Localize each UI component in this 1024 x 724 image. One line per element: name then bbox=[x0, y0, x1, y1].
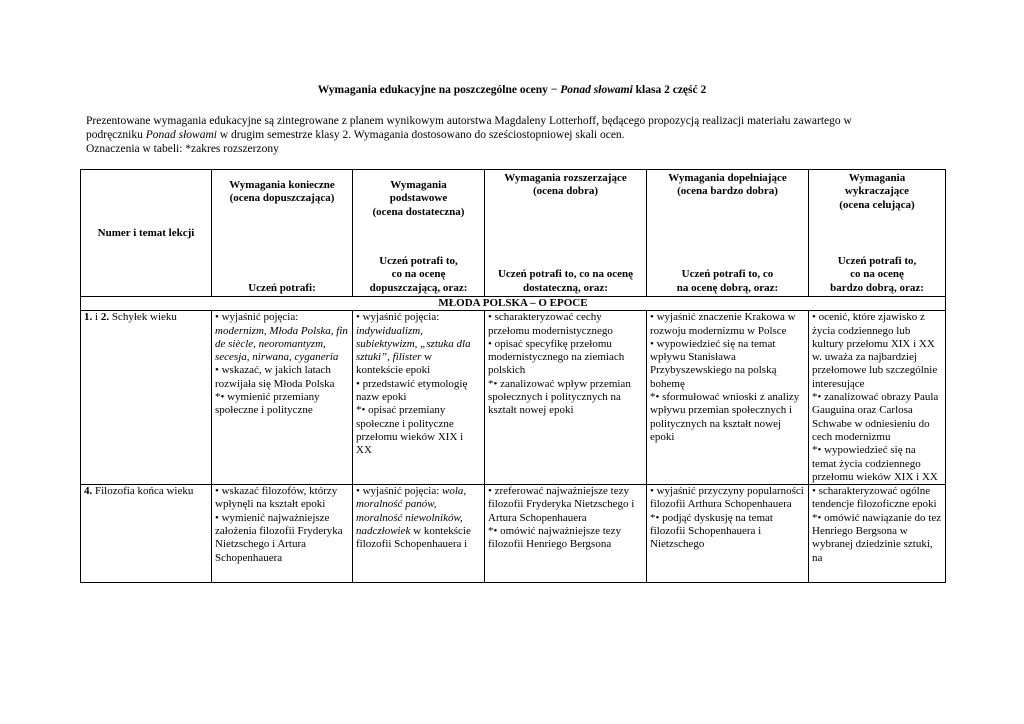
table-row bbox=[81, 311, 946, 485]
dopelniajace-cell: • wyjaśnić znaczenie Krakowa w rozwoju modernizmu w Polsce • wypowiedzieć się na temat wpływu Stanisława Przybyszewskiego na polską bohemę *• sformułować wnioski z analizy wpływu przemian społecznych i politycznych na kształt nowej epoki bbox=[647, 311, 809, 485]
podstawowe-cell: • wyjaśnić pojęcia: wola, moralność panów, moralność niewolników, nadczłowiek w kontekście filozofii Schopenhauera i bbox=[353, 485, 485, 583]
intro-line-1: Prezentowane wymagania edukacyjne są zintegrowane z planem wynikowym autorstwa Magdaleny Lotterhoff, będącego propozycją realizacji materiału zawartego w bbox=[86, 115, 852, 127]
lesson-cell: 1. i 2. Schyłek wieku bbox=[81, 311, 212, 485]
dopelniajace-cell: • wyjaśnić przyczyny popularności filozofii Arthura Schopenhauera *• podjąć dyskusję na temat filozofii Schopenhauera i Nietzschego bbox=[647, 485, 809, 583]
intro-paragraph bbox=[86, 114, 946, 156]
header-rozszerzajace bbox=[485, 170, 647, 297]
header-rozszerzajace-desc: Uczeń potrafi to, co na ocenę dostateczną, oraz: bbox=[497, 268, 634, 294]
header-lesson-label: Numer i temat lekcji bbox=[97, 226, 195, 239]
rozszerzajace-cell: • zreferować najważniejsze tezy filozofii Fryderyka Nietzschego i Artura Schopenhauera *• omówić najważniejsze tezy filozofii Henriego Bergsona bbox=[485, 485, 647, 583]
header-podstawowe-title: Wymagania podstawowe (ocena dostateczna) bbox=[372, 179, 465, 218]
legend-line: Oznaczenia w tabeli: *zakres rozszerzony bbox=[86, 143, 279, 155]
header-wykraczajace bbox=[809, 170, 946, 297]
konieczne-cell: • wyjaśnić pojęcia: modernizm, Młoda Polska, fin de siècle, neoromantyzm, secesja, nirwana, cyganeria • wskazać, w jakich latach rozwijała się Młoda Polska *• wymienić przemiany społeczne i polityczne bbox=[212, 311, 353, 485]
section-row bbox=[81, 297, 946, 311]
requirements-table bbox=[80, 169, 946, 583]
header-dopelniajace-title: Wymagania dopełniające (ocena bardzo dobra) bbox=[668, 172, 787, 198]
header-konieczne-desc: Uczeń potrafi: bbox=[248, 281, 316, 294]
document-title: Wymagania edukacyjne na poszczególne oceny − Ponad słowami klasa 2 część 2 bbox=[317, 84, 707, 96]
header-rozszerzajace-title: Wymagania rozszerzające (ocena dobra) bbox=[504, 172, 627, 198]
wykraczajace-cell: • scharakteryzować ogólne tendencje filozoficzne epoki *• omówić nawiązanie do tez Henriego Bergsona w wybranej dziedzinie sztuki, na bbox=[809, 485, 946, 583]
header-wykraczajace-desc: Uczeń potrafi to, co na ocenę bardzo dobrą, oraz: bbox=[830, 255, 924, 294]
intro-line-2: podręczniku Ponad słowami w drugim semestrze klasy 2. Wymagania dostosowano do sześciostopniowej skali ocen. bbox=[86, 129, 625, 141]
header-konieczne bbox=[212, 170, 353, 297]
header-podstawowe bbox=[353, 170, 485, 297]
rozszerzajace-cell: • scharakteryzować cechy przełomu modernistycznego • opisać specyfikę przełomu modernistycznego na ziemiach polskich *• zanalizować wpływ przemian społecznych i politycznych na kształt nowej epoki bbox=[485, 311, 647, 485]
konieczne-cell: • wskazać filozofów, którzy wpłynęli na kształt epoki • wymienić najważniejsze założenia filozofii Fryderyka Nietzschego i Artura Schopenhauera bbox=[212, 485, 353, 583]
header-konieczne-title: Wymagania konieczne (ocena dopuszczająca) bbox=[229, 179, 335, 205]
podstawowe-cell: • wyjaśnić pojęcia: indywidualizm, subiektywizm, „sztuka dla sztuki”, filister w kontekście epoki • przedstawić etymologię nazw epoki *• opisać przemiany społeczne i polityczne przełomu wieków XIX i XX bbox=[353, 311, 485, 485]
table-row bbox=[81, 485, 946, 583]
wykraczajace-cell: • ocenić, które zjawisko z życia codziennego lub kultury przełomu XIX i XX w. uważa za najbardziej przełomowe lub szczególnie interesujące *• zanalizować obrazy Paula Gauguina oraz Carlosa Schwabe w odniesieniu do cech modernizmu *• wypowiedzieć się na temat życia codziennego przełomu wieków XIX i XX bbox=[809, 311, 946, 485]
header-dopelniajace bbox=[647, 170, 809, 297]
header-lesson bbox=[81, 170, 212, 297]
header-row bbox=[81, 170, 946, 297]
header-dopelniajace-desc: Uczeń potrafi to, co na ocenę dobrą, oraz: bbox=[676, 268, 779, 294]
header-podstawowe-desc: Uczeń potrafi to, co na ocenę dopuszczającą, oraz: bbox=[369, 255, 468, 294]
section-title: MŁODA POLSKA – O EPOCE bbox=[81, 297, 946, 311]
lesson-cell: 4. Filozofia końca wieku bbox=[81, 485, 212, 583]
header-wykraczajace-title: Wymagania wykraczające (ocena celująca) bbox=[839, 172, 915, 211]
